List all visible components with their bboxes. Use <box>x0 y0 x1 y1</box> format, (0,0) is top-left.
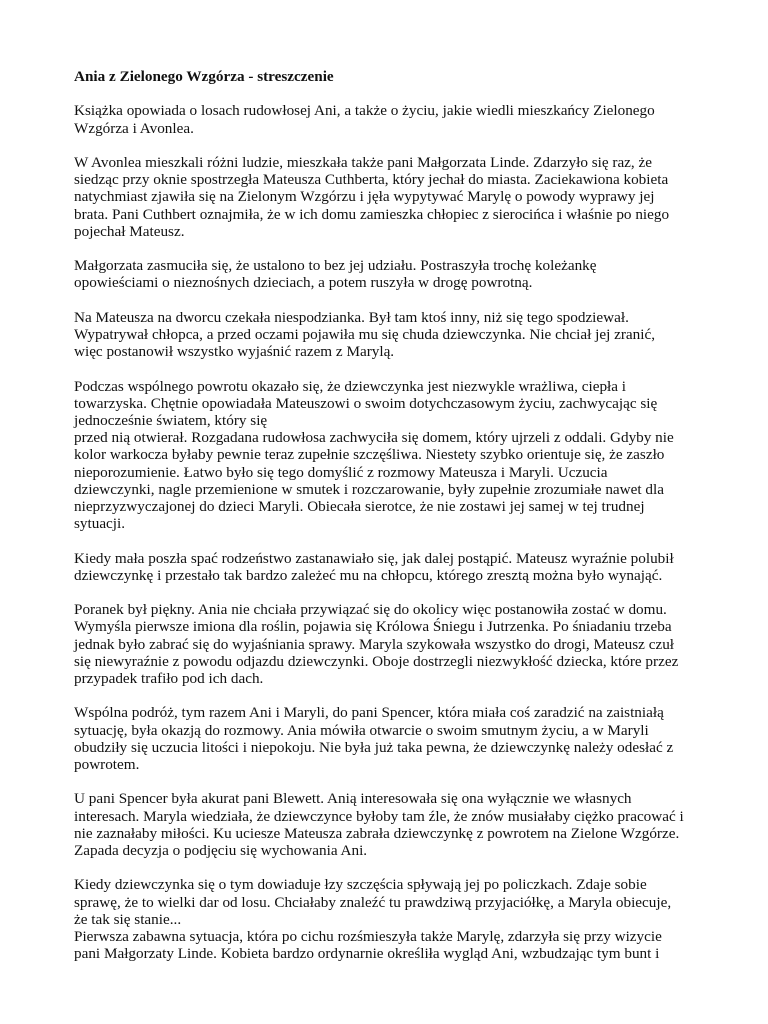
paragraph <box>74 257 718 291</box>
text-line: pojechał Mateusz. <box>74 222 185 240</box>
text-line: Pierwsza zabawna sytuacja, która po cichu rozśmieszyła także Marylę, zdarzyła się przy wizycie <box>74 928 662 945</box>
text-line: przypadek trafiło pod ich dach. <box>74 670 264 687</box>
text-line: Podczas wspólnego powrotu okazało się, że dziewczynka jest niezwykle wrażliwa, ciepła i <box>74 377 627 395</box>
text-line: obudziły się uczucia litości i niepokoju. Nie była już taka pewna, że dziewczynkę należy odesłać z <box>74 738 674 756</box>
text-line: natychmiast zjawiła się na Zielonym Wzgórzu i jęła wypytywać Marylę o powody wyprawy jej <box>74 188 655 206</box>
text-line: siedząc przy oknie spostrzegła Mateusza Cuthberta, który jechał do miasta. Zaciekawiona kobieta <box>74 171 669 189</box>
text-line: sytuacji. <box>74 515 126 533</box>
paragraph <box>74 550 718 584</box>
paragraph <box>74 704 718 773</box>
document-title: Ania z Zielonego Wzgórza - streszczenie <box>74 68 334 85</box>
text-line: sprawę, że to wielki dar od losu. Chciałaby znaleźć tu prawdziwą przyjaciółkę, a Maryla obiecuje, <box>74 893 672 911</box>
paragraph <box>74 790 718 859</box>
text-line: Kiedy mała poszła spać rodzeństwo zastanawiało się, jak dalej postąpić. Mateusz wyraźnie polubił <box>74 549 674 567</box>
text-line: że tak się stanie... <box>74 910 182 928</box>
text-line: opowieściami o nieznośnych dzieciach, a potem ruszyła w drogę powrotną. <box>74 274 533 292</box>
text-line: kolor warkocza byłaby pewnie teraz zupełnie szczęśliwa. Niestety szybko orientuje się, że zaszło <box>74 446 665 464</box>
text-line: jednocześnie światem, który się <box>74 411 268 429</box>
text-line: pani Małgorzaty Linde. Kobieta bardzo ordynarnie określiła wygląd Ani, wzbudzając tym bunt i <box>74 945 660 963</box>
text-line: Poranek był piękny. Ania nie chciała przywiązać się do okolicy więc postanowiła zostać w domu. <box>74 601 667 619</box>
text-line: Na Mateusza na dworcu czekała niespodzianka. Był tam ktoś inny, niż się tego spodziewał. <box>74 308 629 326</box>
text-line: się niewyraźnie z powodu odjazdu dziewczynki. Oboje dostrzegli niezwykłość dziecka, które przez <box>74 652 679 670</box>
text-line: sytuację, była okazją do rozmowy. Ania mówiła otwarcie o swoim smutnym życiu, a w Maryli <box>74 721 649 739</box>
text-line: nie zaznałaby miłości. Ku uciesze Mateusza zabrała dziewczynkę z powrotem na Zielone Wzgórze. <box>74 824 680 842</box>
paragraph <box>74 601 718 687</box>
text-line: przed nią otwierał. Rozgadana rudowłosa zachwyciła się domem, który ujrzeli z oddali. Gdyby nie <box>74 429 674 447</box>
text-line: towarzyska. Chętnie opowiadała Mateuszowi o swoim dotychczasowym życiu, zachwycając się <box>74 394 658 412</box>
text-line: W Avonlea mieszkali różni ludzie, mieszkała także pani Małgorzata Linde. Zdarzyło się raz, że <box>74 153 652 171</box>
text-line: Wymyśla pierwsze imiona dla roślin, pojawia się Królowa Śniegu i Jutrzenka. Po śniadaniu trzeba <box>74 618 672 636</box>
text-line: powrotem. <box>74 756 140 773</box>
paragraph <box>74 876 718 962</box>
paragraph <box>74 309 718 361</box>
text-line: Zapada decyzja o podjęciu się wychowania Ani. <box>74 842 368 859</box>
text-line: dziewczynkę i przestało tak bardzo zależeć mu na chłopcu, którego zresztą można było wynająć. <box>74 566 663 584</box>
paragraph <box>74 102 718 136</box>
text-line: Wypatrywał chłopca, a przed oczami pojawiła mu się chuda dziewczynka. Nie chciał jej zranić, <box>74 325 656 343</box>
document-body <box>74 102 718 962</box>
paragraph <box>74 154 718 240</box>
text-line: Małgorzata zasmuciła się, że ustalono to bez jej udziału. Postraszyła trochę koleżankę <box>74 257 597 275</box>
text-line: U pani Spencer była akurat pani Blewett. Anią interesowała się ona wyłącznie we własnych <box>74 790 632 808</box>
text-line: więc postanowił wszystko wyjaśnić razem z Marylą. <box>74 343 395 361</box>
text-line: nieporozumienie. Łatwo było się tego domyślić z rozmowy Mateusza i Maryli. Uczucia <box>74 463 608 481</box>
text-line: nieprzyzwyczajonej do dzieci Maryli. Obiecała sierotce, że nie zostawi jej samej w tej trudnej <box>74 498 645 515</box>
text-line: Kiedy dziewczynka się o tym dowiaduje łzy szczęścia spływają jej po policzkach. Zdaje sobie <box>74 876 647 894</box>
text-line: Wspólna podróż, tym razem Ani i Maryli, do pani Spencer, która miała coś zaradzić na zaistniałą <box>74 704 664 722</box>
text-line: Książka opowiada o losach rudowłosej Ani, a także o życiu, jakie wiedli mieszkańcy Zielonego <box>74 102 655 120</box>
text-line: Wzgórza i Avonlea. <box>74 119 194 137</box>
text-line: interesach. Maryla wiedziała, że dziewczynce byłoby tam źle, że znów musiałaby ciężko pracować i <box>74 807 684 825</box>
text-line: brata. Pani Cuthbert oznajmiła, że w ich domu zamieszka chłopiec z sierocińca i właśnie po niego <box>74 205 670 223</box>
text-line: jednak było zabrać się do wyjaśniania sprawy. Maryla szykowała wszystko do drogi, Mateusz czuł <box>74 635 675 653</box>
text-line: dziewczynki, nagle przemienione w smutek i rozczarowanie, były zupełnie zrozumiałe nawet dla <box>74 480 664 498</box>
paragraph <box>74 378 718 533</box>
